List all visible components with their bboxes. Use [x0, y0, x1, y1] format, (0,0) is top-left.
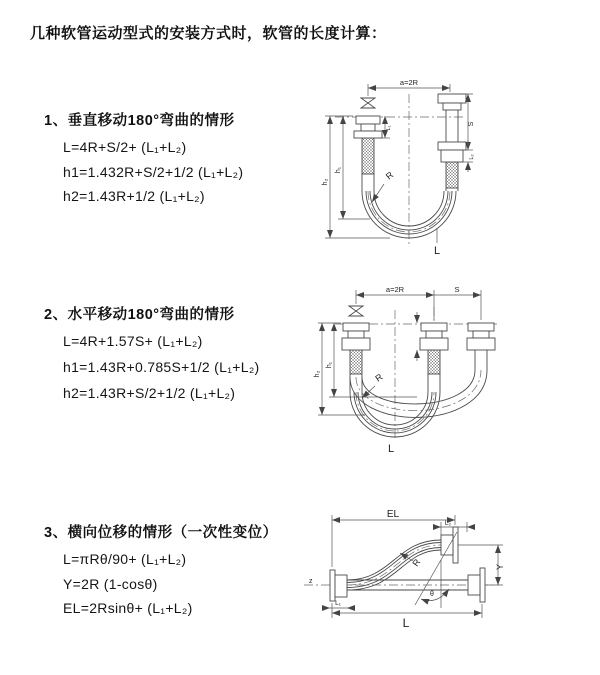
- formula-1-1: L=4R+S/2+ (L₁+L₂): [63, 139, 187, 155]
- dim-label-l2: L₂: [469, 154, 475, 160]
- radius-label-2: [362, 371, 385, 398]
- dim-label-a: a=2R: [399, 78, 419, 87]
- centerlines-1: [335, 94, 465, 246]
- length-label-1: [434, 229, 440, 257]
- dim-label-l2: L₂: [444, 520, 452, 527]
- dim-label-h1: h₁: [335, 166, 342, 174]
- right-fitting-1: [438, 94, 466, 162]
- dim-h-left-2: [314, 323, 417, 415]
- s-curve-hose-3: [347, 540, 441, 590]
- section-1-heading: 1、垂直移动180°弯曲的情形: [44, 113, 235, 129]
- left-flange-3: [330, 570, 347, 601]
- dim-label-r: R: [410, 557, 423, 569]
- formula-2-2: h1=1.43R+0.785S+1/2 (L₁+L₂): [63, 359, 260, 375]
- valve-icon-1: [361, 98, 375, 108]
- section-2-heading: 2、水平移动180°弯曲的情形: [44, 307, 235, 323]
- formula-1-3: h2=1.43R+1/2 (L₁+L₂): [63, 188, 205, 204]
- dim-a-s-top-2: [356, 285, 481, 320]
- dim-l1-3: [322, 600, 355, 608]
- diagram-lateral-displacement: [296, 505, 596, 655]
- lower-right-flange-3: [468, 568, 485, 602]
- dim-label-s: S: [454, 285, 460, 294]
- length-label-2: L: [387, 443, 395, 455]
- dim-label-l1: L₁: [386, 125, 392, 131]
- dim-label-theta: θ: [430, 591, 434, 598]
- section-3-heading: 3、横向位移的情形（一次性变位）: [44, 525, 278, 541]
- formula-2-1: L=4R+1.57S+ (L₁+L₂): [63, 333, 203, 349]
- page-title: 几种软管运动型式的安装方式时，软管的长度计算：: [30, 25, 387, 42]
- hose-u-1: [362, 174, 458, 238]
- dim-label-el: EL: [386, 509, 400, 520]
- dim-label-l1: L₁: [335, 600, 341, 607]
- dim-label-h2: h₂: [322, 178, 329, 186]
- dim-l-bottom-3: [332, 603, 482, 630]
- formula-3-3: EL=2Rsinθ+ (L₁+L₂): [63, 600, 193, 616]
- formula-1-2: h1=1.432R+S/2+1/2 (L₁+L₂): [63, 164, 244, 180]
- dim-label-h2: h₂: [314, 370, 321, 378]
- dim-label-r: R: [383, 169, 396, 182]
- formula-3-1: L=πRθ/90+ (L₁+L₂): [63, 551, 187, 567]
- diagram-vertical-180: [305, 72, 595, 262]
- dim-label-l: L: [433, 245, 441, 257]
- left-fitting-2: [342, 323, 370, 350]
- hose-u-wide-2: [350, 350, 487, 417]
- radius-label-1: [372, 169, 396, 202]
- formula-3-2: Y=2R (1-cosθ): [63, 576, 158, 592]
- datum-z-label: z: [309, 578, 313, 585]
- left-fitting-1: [354, 116, 382, 138]
- dim-label-h1: h₁: [326, 361, 333, 369]
- dim-label-y: Y: [495, 563, 505, 571]
- formula-2-3: h2=1.43R+S/2+1/2 (L₁+L₂): [63, 385, 236, 401]
- diagram-horizontal-180: [305, 282, 595, 467]
- dim-label-s: S: [468, 121, 475, 127]
- dim-label-l: L: [402, 616, 410, 630]
- valve-icon-2: [349, 306, 363, 316]
- dim-el-3: [332, 509, 455, 567]
- dim-label-r: R: [373, 371, 385, 384]
- dim-a-1: [368, 78, 450, 96]
- middle-fitting-2: [420, 323, 448, 350]
- right-fitting-2: [467, 323, 495, 350]
- dim-label-a: a=2R: [385, 285, 405, 294]
